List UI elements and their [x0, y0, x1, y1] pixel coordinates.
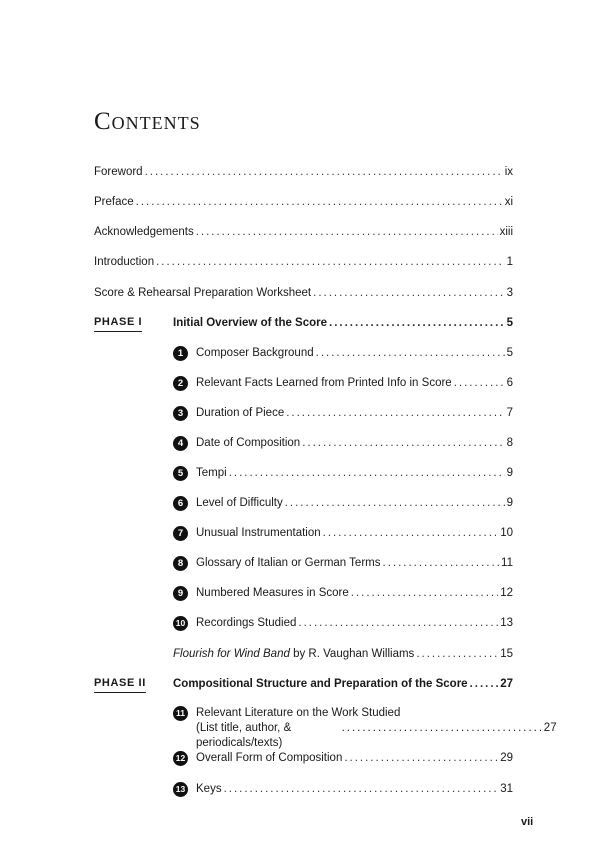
toc-item-page: 5 [506, 347, 513, 359]
number-badge-icon: 1 [173, 346, 188, 361]
phase-1-heading[interactable] [173, 316, 513, 330]
toc-entry-label: Foreword [94, 166, 143, 178]
toc-item-label: Relevant Facts Learned from Printed Info in Score [196, 377, 452, 389]
toc-entry-acknowledgements[interactable] [94, 225, 513, 239]
toc-example-page: 15 [500, 648, 513, 660]
toc-entry-preface[interactable] [94, 195, 513, 209]
toc-item-label-line2: (List title, author, & periodicals/texts) [196, 722, 292, 749]
number-badge-icon: 10 [173, 616, 188, 631]
number-badge-icon: 7 [173, 526, 188, 541]
dot-leader [344, 751, 498, 765]
number-badge-icon: 12 [173, 751, 188, 766]
dot-leader [454, 376, 505, 390]
toc-item-page: 9 [506, 497, 513, 509]
phase-1-label: PHASE I [94, 316, 142, 332]
dot-leader [224, 782, 499, 796]
toc-entry-page: xiii [499, 226, 513, 238]
dot-leader [470, 677, 499, 691]
toc-item-label: Numbered Measures in Score [196, 587, 349, 599]
phase-1-title: Initial Overview of the Score [173, 317, 328, 329]
dot-leader [136, 195, 503, 209]
toc-item-page: 8 [506, 437, 513, 449]
toc-item-10[interactable] [173, 616, 513, 631]
dot-leader [313, 286, 504, 300]
toc-item-label: Recordings Studied [196, 617, 297, 629]
toc-item-7[interactable] [173, 526, 513, 541]
toc-item-label: Date of Composition [196, 437, 301, 449]
toc-entry-label: Preface [94, 196, 134, 208]
toc-entry-foreword[interactable] [94, 165, 513, 179]
toc-entry-worksheet[interactable] [94, 286, 513, 300]
toc-item-6[interactable] [173, 496, 513, 511]
dot-leader [285, 496, 505, 510]
toc-entry-page: 3 [506, 287, 513, 299]
dot-leader [302, 436, 504, 450]
toc-item-label: Unusual Instrumentation [196, 527, 321, 539]
toc-item-12[interactable] [173, 751, 513, 766]
toc-item-page: 6 [506, 377, 513, 389]
toc-item-label: Level of Difficulty [196, 497, 283, 509]
toc-item-label: Keys [196, 783, 222, 795]
toc-entry-label: Score & Rehearsal Preparation Worksheet [94, 287, 312, 299]
toc-item-13[interactable] [173, 782, 513, 797]
number-badge-icon: 2 [173, 376, 188, 391]
toc-entry-page: 1 [506, 256, 513, 268]
number-badge-icon: 11 [173, 706, 188, 721]
dot-leader [416, 647, 498, 661]
phase-1-page: 5 [506, 317, 513, 329]
number-badge-icon: 9 [173, 586, 188, 601]
toc-item-page: 9 [506, 467, 513, 479]
toc-entry-page: xi [504, 196, 513, 208]
dot-leader [383, 556, 500, 570]
phase-2-heading[interactable] [173, 677, 513, 691]
number-badge-icon: 6 [173, 496, 188, 511]
number-badge-icon: 13 [173, 782, 188, 797]
toc-example-label [173, 647, 414, 661]
toc-entry-label: Acknowledgements [94, 226, 194, 238]
toc-item-4[interactable] [173, 436, 513, 451]
number-badge-icon: 4 [173, 436, 188, 451]
dot-leader [342, 721, 542, 736]
toc-item-label: Composer Background [196, 347, 314, 359]
dot-leader [316, 346, 505, 360]
toc-item-page: 10 [500, 527, 513, 539]
number-badge-icon: 8 [173, 556, 188, 571]
dot-leader [145, 165, 503, 179]
toc-item-11[interactable] [173, 706, 557, 751]
phase-2-title: Compositional Structure and Preparation of the Score [173, 678, 468, 690]
dot-leader [196, 225, 498, 239]
dot-leader [351, 586, 498, 600]
number-badge-icon: 3 [173, 406, 188, 421]
toc-item-page: 29 [500, 752, 513, 764]
toc-item-page: 11 [501, 557, 513, 569]
dot-leader [286, 406, 504, 420]
toc-item-label: Overall Form of Composition [196, 752, 343, 764]
toc-item-5[interactable] [173, 466, 513, 481]
toc-item-label-line1: Relevant Literature on the Work Studied [196, 707, 401, 719]
toc-item-label: Glossary of Italian or German Terms [196, 557, 381, 569]
toc-entry-label: Introduction [94, 256, 155, 268]
toc-item-2[interactable] [173, 376, 513, 391]
number-badge-icon: 5 [173, 466, 188, 481]
toc-item-label: Tempi [196, 467, 227, 479]
toc-item-page: 12 [500, 587, 513, 599]
toc-entry-introduction[interactable] [94, 255, 513, 269]
toc-example-work[interactable] [173, 647, 513, 661]
dot-leader [323, 526, 499, 540]
dot-leader [329, 316, 505, 330]
work-composer: by R. Vaughan Williams [293, 648, 415, 660]
toc-item-page: 7 [506, 407, 513, 419]
toc-item-page: 31 [500, 783, 513, 795]
phase-2-label: PHASE II [94, 677, 146, 693]
page-number: vii [521, 816, 534, 828]
dot-leader [298, 616, 498, 630]
dot-leader [229, 466, 505, 480]
toc-item-8[interactable] [173, 556, 513, 571]
toc-item-3[interactable] [173, 406, 513, 421]
page-title: Contents [94, 108, 201, 135]
phase-2-page: 27 [500, 678, 513, 690]
work-title: Flourish for Wind Band [173, 648, 290, 660]
toc-item-label: Duration of Piece [196, 407, 285, 419]
toc-item-9[interactable] [173, 586, 513, 601]
toc-item-page: 27 [543, 722, 557, 734]
toc-entry-page: ix [504, 166, 513, 178]
toc-item-page: 13 [500, 617, 513, 629]
dot-leader [156, 255, 504, 269]
toc-item-1[interactable] [173, 346, 513, 361]
